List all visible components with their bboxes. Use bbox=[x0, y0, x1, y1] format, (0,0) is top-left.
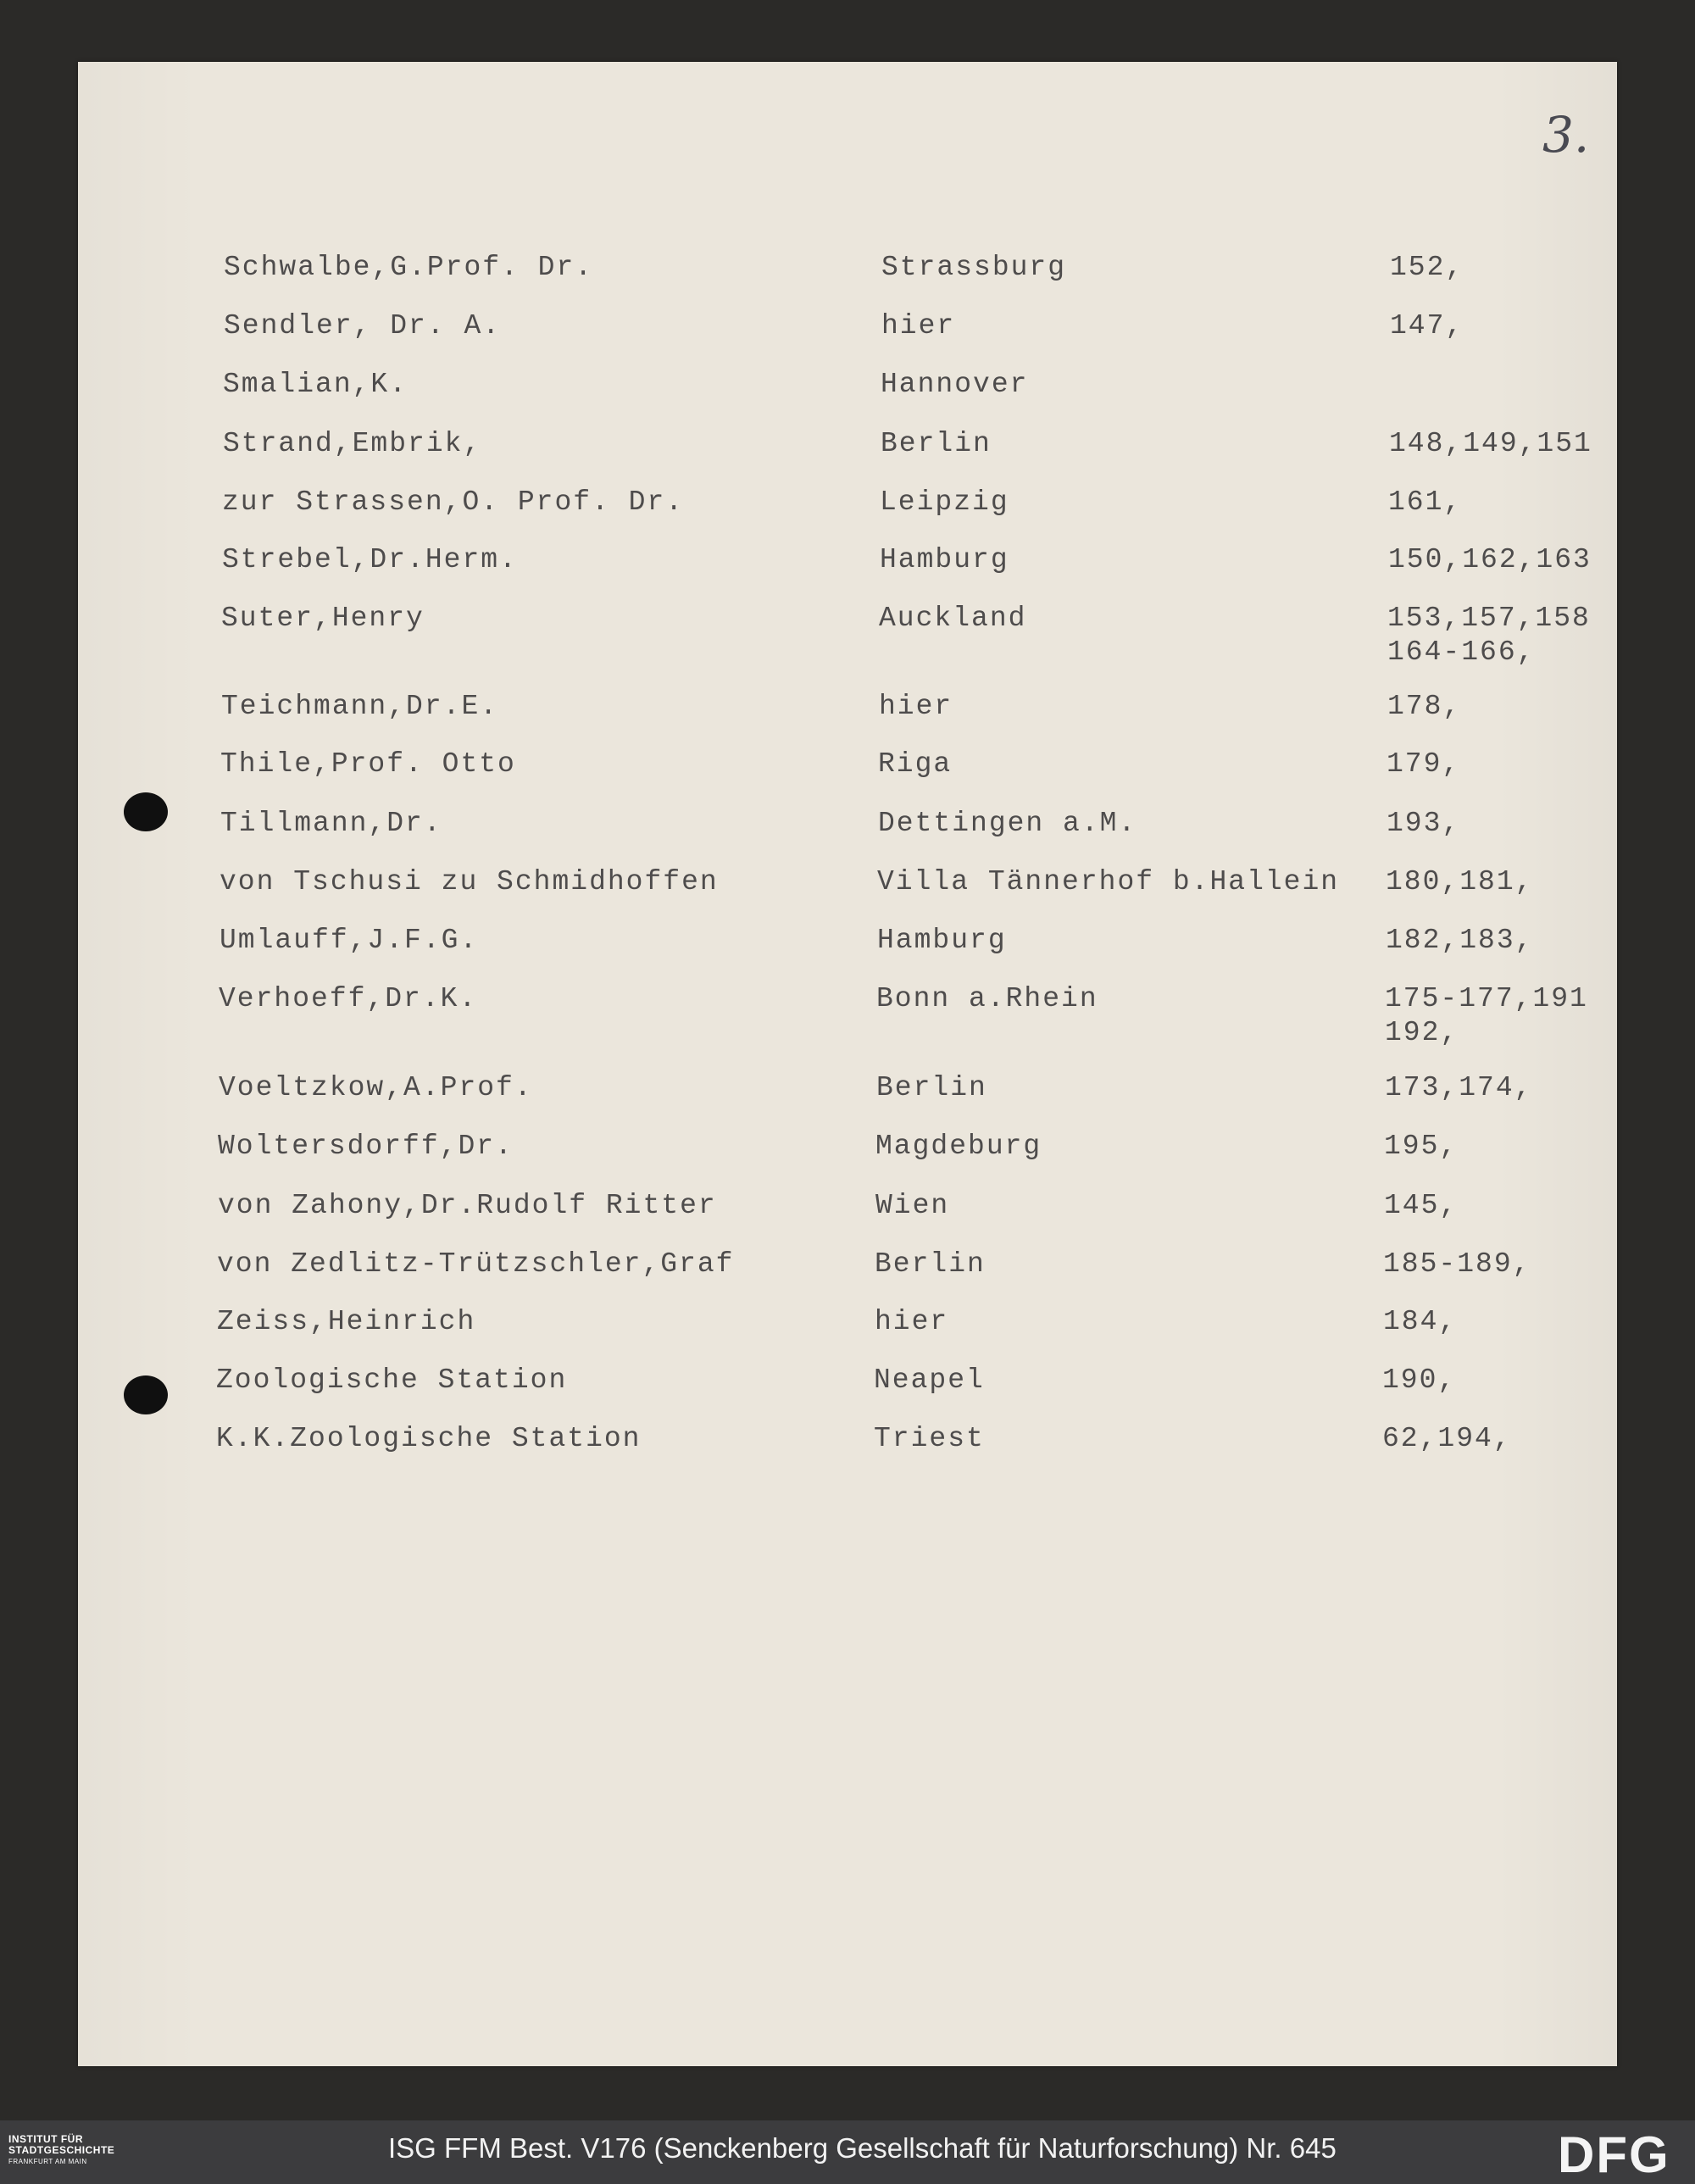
entry-place: Villa Tännerhof b.Hallein bbox=[877, 866, 1340, 897]
entry-place: Auckland bbox=[879, 603, 1027, 634]
entry-pages bbox=[1382, 1364, 1456, 1398]
entry-name: Thile,Prof. Otto bbox=[220, 748, 516, 780]
entry-place: Neapel bbox=[874, 1364, 985, 1396]
entry-place: Magdeburg bbox=[875, 1131, 1042, 1162]
entry-name: von Tschusi zu Schmidhoffen bbox=[220, 866, 719, 897]
entry-pages bbox=[1385, 982, 1588, 1050]
entry-place: hier bbox=[881, 310, 956, 342]
entry-pages-line: 192, bbox=[1385, 1017, 1459, 1048]
entry-place: Hamburg bbox=[880, 544, 1009, 575]
entry-name: Strand,Embrik, bbox=[223, 428, 482, 459]
entry-pages-line: 161, bbox=[1388, 486, 1463, 518]
entry-pages-line: 148,149,151 bbox=[1389, 428, 1592, 459]
entry-pages bbox=[1383, 1248, 1531, 1281]
entry-pages-line: 182,183, bbox=[1386, 925, 1534, 956]
archive-caption: ISG FFM Best. V176 (Senckenberg Gesellschaft für Naturforschung) Nr. 645 bbox=[388, 2132, 1337, 2164]
entry-name: Umlauff,J.F.G. bbox=[220, 925, 479, 956]
entry-pages-line: 195, bbox=[1384, 1131, 1459, 1162]
entry-name: Suter,Henry bbox=[221, 603, 425, 634]
entry-name: Strebel,Dr.Herm. bbox=[222, 544, 518, 575]
entry-pages-line: 180,181, bbox=[1386, 866, 1534, 897]
entry-pages bbox=[1386, 865, 1533, 899]
entry-place: hier bbox=[879, 691, 953, 722]
entry-pages-line: 179, bbox=[1387, 748, 1461, 780]
entry-pages bbox=[1385, 1071, 1532, 1105]
entry-pages-line: 173,174, bbox=[1385, 1072, 1533, 1103]
punch-hole bbox=[124, 792, 168, 831]
entry-name: Tillmann,Dr. bbox=[220, 808, 442, 839]
entry-pages-line: 190, bbox=[1382, 1364, 1457, 1396]
entry-pages bbox=[1388, 486, 1462, 520]
page-number: 3. bbox=[1542, 106, 1590, 164]
entry-place: Hannover bbox=[881, 369, 1029, 400]
entry-pages bbox=[1387, 747, 1460, 781]
entry-name: von Zedlitz-Trützschler,Graf bbox=[217, 1248, 735, 1280]
institution-line: FRANKFURT AM MAIN bbox=[8, 2158, 87, 2165]
entry-pages-line: 152, bbox=[1390, 252, 1464, 283]
entry-pages bbox=[1384, 1130, 1458, 1164]
entry-pages bbox=[1383, 1305, 1457, 1339]
entry-pages-line: 147, bbox=[1390, 310, 1464, 342]
entry-place: Wien bbox=[875, 1190, 950, 1221]
entry-pages-line: 62,194, bbox=[1382, 1423, 1512, 1454]
entry-pages bbox=[1387, 602, 1591, 670]
institution-logo bbox=[8, 2134, 114, 2167]
entry-pages bbox=[1382, 1422, 1512, 1456]
entry-place: Dettingen a.M. bbox=[878, 808, 1137, 839]
entry-place: hier bbox=[875, 1306, 949, 1337]
entry-name: Zeiss,Heinrich bbox=[217, 1306, 476, 1337]
entry-pages bbox=[1387, 690, 1461, 724]
dfg-logo: DFG bbox=[1558, 2126, 1670, 2183]
entry-pages-line: 193, bbox=[1387, 808, 1461, 839]
entry-pages bbox=[1388, 543, 1592, 577]
institution-line: STADTGESCHICHTE bbox=[8, 2144, 115, 2156]
entry-pages bbox=[1389, 427, 1592, 461]
entry-name: Woltersdorff,Dr. bbox=[218, 1131, 514, 1162]
entry-place: Berlin bbox=[881, 428, 992, 459]
entry-name: zur Strassen,O. Prof. Dr. bbox=[222, 486, 685, 518]
entry-place: Riga bbox=[878, 748, 953, 780]
entry-pages-line: 185-189, bbox=[1383, 1248, 1531, 1280]
entry-pages bbox=[1387, 807, 1460, 841]
entry-name: Verhoeff,Dr.K. bbox=[219, 983, 478, 1014]
entry-pages-line: 164-166, bbox=[1387, 636, 1536, 668]
entry-place: Berlin bbox=[875, 1248, 986, 1280]
entry-name: Smalian,K. bbox=[223, 369, 408, 400]
archive-footer bbox=[0, 2120, 1695, 2184]
entry-name: Schwalbe,G.Prof. Dr. bbox=[224, 252, 594, 283]
entry-place: Hamburg bbox=[877, 925, 1007, 956]
entry-place: Leipzig bbox=[880, 486, 1009, 518]
entry-place: Berlin bbox=[876, 1072, 987, 1103]
entry-pages-line: 145, bbox=[1384, 1190, 1459, 1221]
entry-name: Zoologische Station bbox=[216, 1364, 568, 1396]
entry-place: Bonn a.Rhein bbox=[876, 983, 1098, 1014]
entry-pages-line: 184, bbox=[1383, 1306, 1458, 1337]
entry-pages-line: 175-177,191 bbox=[1385, 983, 1588, 1014]
entry-name: Voeltzkow,A.Prof. bbox=[219, 1072, 533, 1103]
entry-name: Sendler, Dr. A. bbox=[224, 310, 502, 342]
entry-name: von Zahony,Dr.Rudolf Ritter bbox=[218, 1190, 717, 1221]
entry-name: Teichmann,Dr.E. bbox=[221, 691, 499, 722]
entry-place: Strassburg bbox=[881, 252, 1067, 283]
entry-pages bbox=[1390, 251, 1464, 285]
entry-name: K.K.Zoologische Station bbox=[216, 1423, 642, 1454]
punch-hole bbox=[124, 1375, 168, 1414]
entry-pages bbox=[1386, 924, 1533, 958]
institution-line: INSTITUT FÜR bbox=[8, 2133, 83, 2145]
entry-place: Triest bbox=[874, 1423, 985, 1454]
document-sheet bbox=[78, 62, 1617, 2066]
entry-pages bbox=[1390, 309, 1464, 343]
entry-pages-line: 178, bbox=[1387, 691, 1462, 722]
entry-pages-line: 150,162,163 bbox=[1388, 544, 1592, 575]
entry-pages-line: 153,157,158 bbox=[1387, 603, 1591, 634]
entry-pages bbox=[1384, 1189, 1458, 1223]
